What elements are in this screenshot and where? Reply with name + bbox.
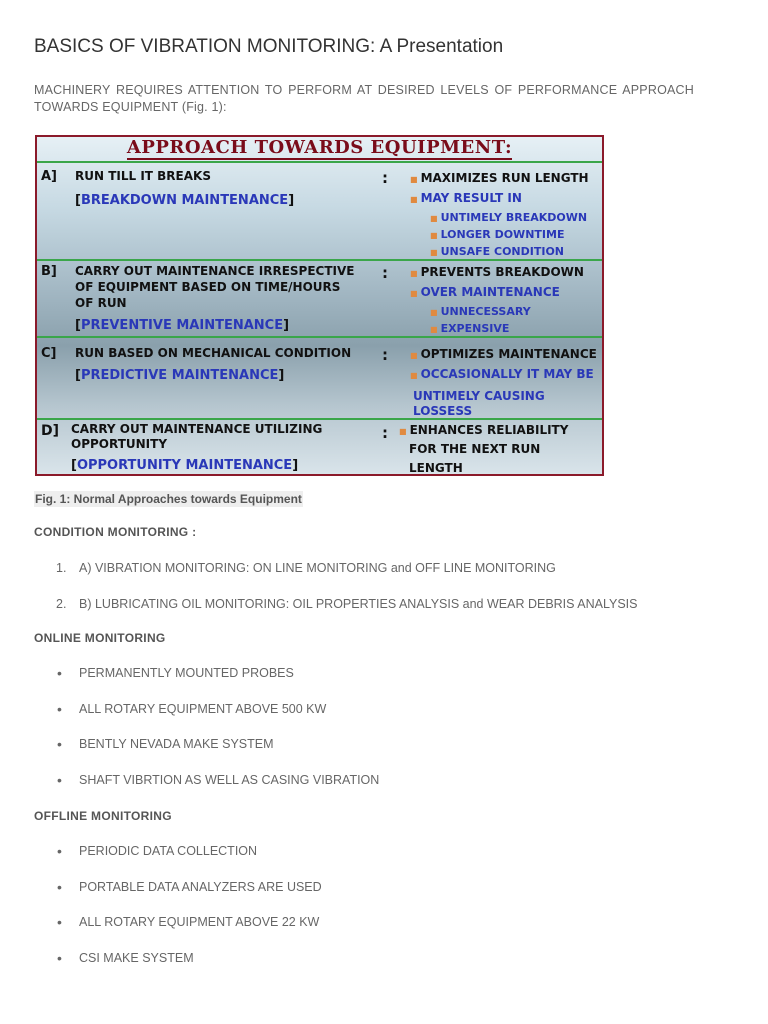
- figure-approach-table: [35, 135, 604, 476]
- approach-row-a: [37, 161, 602, 260]
- online-monitoring-list: [34, 665, 379, 807]
- row-result-sub: ■ MAY RESULT IN: [410, 191, 522, 205]
- list-item: • PORTABLE DATA ANALYZERS ARE USED: [57, 878, 322, 895]
- row-colon: :: [382, 169, 388, 187]
- row-result: ■ MAXIMIZES RUN LENGTH: [410, 171, 589, 185]
- row-description: CARRY OUT MAINTENANCE UTILIZING: [71, 422, 323, 436]
- row-colon: :: [382, 346, 388, 364]
- row-maintenance-type: [BREAKDOWN MAINTENANCE]: [75, 193, 295, 208]
- row-description: OF RUN: [75, 296, 127, 310]
- row-result-item: ■ UNSAFE CONDITION: [430, 245, 565, 258]
- list-item: 2. B) LUBRICATING OIL MONITORING: OIL PROPERTIES ANALYSIS and WEAR DEBRIS ANALYSIS: [56, 596, 638, 611]
- list-item: • ALL ROTARY EQUIPMENT ABOVE 500 KW: [57, 700, 327, 717]
- list-item: • CSI MAKE SYSTEM: [57, 949, 194, 966]
- row-result-sub: ■ OCCASIONALLY IT MAY BE: [410, 367, 594, 381]
- list-item: • BENTLY NEVADA MAKE SYSTEM: [57, 736, 274, 752]
- figure-caption: Fig. 1: Normal Approaches towards Equipment: [35, 492, 302, 506]
- bullet-icon: •: [57, 771, 62, 788]
- list-item: • PERIODIC DATA COLLECTION: [57, 843, 258, 859]
- row-result: LENGTH: [409, 461, 463, 475]
- row-result: ■ PREVENTS BREAKDOWN: [410, 265, 584, 279]
- row-result: ■ OPTIMIZES MAINTENANCE: [410, 347, 597, 361]
- page-title: BASICS OF VIBRATION MONITORING: A Presentation: [34, 36, 504, 57]
- row-letter: B]: [41, 264, 57, 279]
- bullet-icon: •: [57, 665, 62, 681]
- approach-row-b: [37, 259, 602, 337]
- row-letter: D]: [41, 423, 60, 439]
- row-maintenance-type: [OPPORTUNITY MAINTENANCE]: [71, 458, 299, 473]
- condition-monitoring-list: [34, 560, 637, 631]
- row-result: ■ ENHANCES RELIABILITY: [399, 423, 569, 437]
- list-item: • ALL ROTARY EQUIPMENT ABOVE 22 KW: [57, 914, 320, 930]
- row-letter: A]: [41, 169, 58, 184]
- row-colon: :: [382, 424, 388, 442]
- approach-row-d: [37, 418, 602, 474]
- bullet-icon: •: [57, 843, 62, 859]
- bullet-icon: •: [57, 736, 62, 752]
- row-result-item: ■ EXPENSIVE: [430, 322, 510, 335]
- approach-row-c: [37, 336, 602, 420]
- row-result-sub: LOSSESS: [413, 404, 473, 418]
- row-maintenance-type: [PREVENTIVE MAINTENANCE]: [75, 318, 290, 333]
- row-description: RUN TILL IT BREAKS: [75, 169, 211, 183]
- row-result-item: ■ UNTIMELY BREAKDOWN: [430, 211, 588, 224]
- list-item: 1. A) VIBRATION MONITORING: ON LINE MONITORING and OFF LINE MONITORING: [56, 561, 556, 575]
- row-result-sub: UNTIMELY CAUSING: [413, 389, 545, 403]
- row-maintenance-type: [PREDICTIVE MAINTENANCE]: [75, 368, 285, 383]
- list-item: • PERMANENTLY MOUNTED PROBES: [57, 665, 294, 681]
- row-result-sub: ■ OVER MAINTENANCE: [410, 285, 560, 299]
- row-description: OF EQUIPMENT BASED ON TIME/HOURS: [75, 280, 341, 294]
- row-description: CARRY OUT MAINTENANCE IRRESPECTIVE: [75, 264, 355, 278]
- row-colon: :: [382, 264, 388, 282]
- bullet-icon: •: [57, 914, 62, 930]
- figure-title: APPROACH TOWARDS EQUIPMENT:: [126, 137, 513, 158]
- condition-monitoring-heading: CONDITION MONITORING :: [34, 525, 197, 539]
- list-item: • SHAFT VIBRTION AS WELL AS CASING VIBRATION: [57, 771, 380, 788]
- row-description: RUN BASED ON MECHANICAL CONDITION: [75, 346, 352, 360]
- offline-monitoring-heading: OFFLINE MONITORING: [34, 809, 172, 823]
- bullet-icon: •: [57, 949, 62, 966]
- bullet-icon: •: [57, 700, 62, 717]
- row-description: OPPORTUNITY: [71, 437, 168, 451]
- row-letter: C]: [41, 346, 57, 361]
- intro-paragraph: MACHINERY REQUIRES ATTENTION TO PERFORM AT DESIRED LEVELS OF PERFORMANCE APPROACH TOWARDS EQUIPMENT (Fig. 1):: [34, 83, 694, 114]
- row-result-item: ■ UNNECESSARY: [430, 305, 531, 318]
- online-monitoring-heading: ONLINE MONITORING: [34, 631, 166, 645]
- bullet-icon: •: [57, 878, 62, 895]
- offline-monitoring-list: [34, 843, 322, 985]
- row-result: FOR THE NEXT RUN: [409, 442, 541, 456]
- row-result-item: ■ LONGER DOWNTIME: [430, 228, 565, 241]
